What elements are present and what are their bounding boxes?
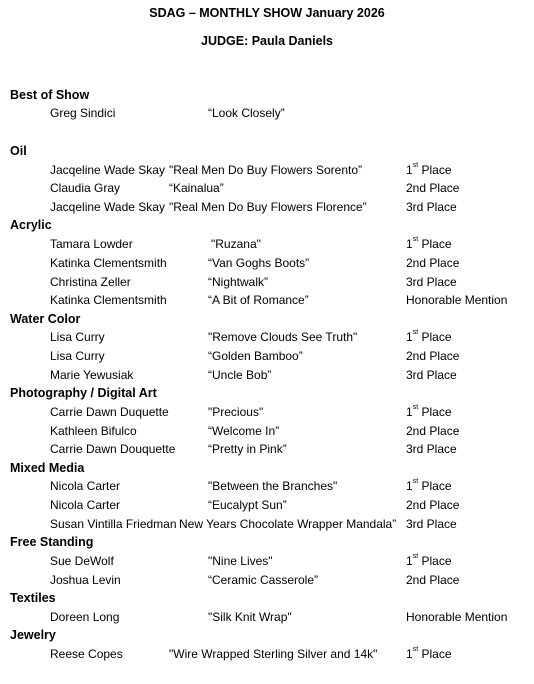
category-heading: Textiles xyxy=(10,591,56,605)
entry-place xyxy=(406,200,457,214)
entry-place xyxy=(406,368,457,382)
category-heading: Best of Show xyxy=(10,88,90,102)
entry-place xyxy=(406,256,459,270)
place-label: 2nd Place xyxy=(406,181,460,195)
entry-place xyxy=(406,517,457,531)
entry-artist: Nicola Carter xyxy=(50,498,121,512)
entry-artist: Marie Yewusiak xyxy=(50,368,134,382)
entry-place xyxy=(406,275,457,289)
place-label: 2nd Place xyxy=(406,349,460,363)
entry-title: “Van Goghs Boots” xyxy=(208,256,310,270)
entry-artist: Jacqeline Wade Skay xyxy=(50,163,165,177)
place-number: 1 xyxy=(406,479,413,493)
entry-artist: Lisa Curry xyxy=(50,349,105,363)
entry-title: "Silk Knit Wrap" xyxy=(208,610,292,624)
place-label: Place xyxy=(418,647,452,661)
entry-place xyxy=(406,554,452,568)
place-number: 1 xyxy=(406,554,413,568)
category-heading: Photography / Digital Art xyxy=(10,386,157,400)
entry-title: "Wire Wrapped Sterling Silver and 14k" xyxy=(169,647,378,661)
category-heading: Acrylic xyxy=(10,218,52,232)
place-label: Place xyxy=(418,237,452,251)
entry-place xyxy=(406,330,452,344)
place-ordinal: st xyxy=(412,553,419,560)
place-ordinal: st xyxy=(412,478,419,485)
entry-artist: Katinka Clementsmith xyxy=(50,293,167,307)
place-label: 2nd Place xyxy=(406,498,460,512)
entry-title: "Real Men Do Buy Flowers Florence” xyxy=(169,200,367,214)
document-title: SDAG – MONTHLY SHOW January 2026 xyxy=(149,6,385,20)
place-label: Place xyxy=(418,163,452,177)
entry-title: "Remove Clouds See Truth" xyxy=(208,330,358,344)
place-label: 3rd Place xyxy=(406,368,457,382)
place-label: 2nd Place xyxy=(406,424,460,438)
entry-title: "Ruzana" xyxy=(211,237,261,251)
entry-title: “Golden Bamboo” xyxy=(208,349,303,363)
place-number: 1 xyxy=(406,163,413,177)
entry-place xyxy=(406,293,507,307)
entry-title: "Real Men Do Buy Flowers Sorento” xyxy=(169,163,363,177)
place-label: 3rd Place xyxy=(406,517,457,531)
judge-name: JUDGE: Paula Daniels xyxy=(201,34,333,48)
entry-title: New Years Chocolate Wrapper Mandala” xyxy=(179,517,397,531)
entry-place xyxy=(406,424,459,438)
entry-artist: Nicola Carter xyxy=(50,479,121,493)
entry-artist: Greg Sindici xyxy=(50,106,116,120)
entry-title: “Uncle Bob” xyxy=(208,368,272,382)
place-label: Place xyxy=(418,330,452,344)
entry-artist: Carrie Dawn Douquette xyxy=(50,442,176,456)
place-label: Place xyxy=(418,554,452,568)
entry-artist: Joshua Levin xyxy=(50,573,121,587)
entry-place xyxy=(406,610,507,624)
category-heading: Mixed Media xyxy=(10,461,85,475)
place-label: Honorable Mention xyxy=(406,610,508,624)
entry-place xyxy=(406,349,459,363)
category-heading: Free Standing xyxy=(10,535,94,549)
place-number: 1 xyxy=(406,237,413,251)
entry-place xyxy=(406,181,459,195)
category-heading: Oil xyxy=(10,144,27,158)
entry-title: “A Bit of Romance” xyxy=(208,293,309,307)
place-number: 1 xyxy=(406,647,413,661)
place-label: 2nd Place xyxy=(406,256,460,270)
entry-artist: Lisa Curry xyxy=(50,330,105,344)
place-ordinal: st xyxy=(412,646,419,653)
category-heading: Jewelry xyxy=(10,628,56,642)
place-ordinal: st xyxy=(412,329,419,336)
place-label: Place xyxy=(418,479,452,493)
entry-artist: Jacqeline Wade Skay xyxy=(50,200,165,214)
category-heading: Water Color xyxy=(10,312,81,326)
entry-title: “Welcome In” xyxy=(208,424,280,438)
entry-title: “Look Closely” xyxy=(208,106,285,120)
entry-place xyxy=(406,405,452,419)
entry-place xyxy=(406,479,452,493)
entry-artist: Reese Copes xyxy=(50,647,123,661)
place-ordinal: st xyxy=(412,404,419,411)
entry-title: “Kainalua” xyxy=(169,181,224,195)
place-number: 1 xyxy=(406,330,413,344)
entry-title: "Nine Lives" xyxy=(208,554,273,568)
entry-artist: Katinka Clementsmith xyxy=(50,256,167,270)
entry-artist: Tamara Lowder xyxy=(50,237,133,251)
entry-place xyxy=(406,237,452,251)
place-label: 3rd Place xyxy=(406,275,457,289)
entry-place xyxy=(406,442,457,456)
place-number: 1 xyxy=(406,405,413,419)
entry-artist: Claudia Gray xyxy=(50,181,121,195)
place-ordinal: st xyxy=(412,236,419,243)
entry-title: "Precious" xyxy=(208,405,264,419)
place-label: 3rd Place xyxy=(406,200,457,214)
place-label: Place xyxy=(418,405,452,419)
entry-title: “Pretty in Pink” xyxy=(208,442,287,456)
entry-artist: Kathleen Bifulco xyxy=(50,424,137,438)
entry-title: “Eucalypt Sun” xyxy=(208,498,287,512)
place-label: Honorable Mention xyxy=(406,293,508,307)
entry-place xyxy=(406,573,459,587)
entry-title: "Between the Branches" xyxy=(208,479,338,493)
entry-place xyxy=(406,647,452,661)
entry-title: “Nightwalk” xyxy=(208,275,269,289)
entry-title: “Ceramic Casserole” xyxy=(208,573,319,587)
entry-place xyxy=(406,498,459,512)
entry-artist: Christina Zeller xyxy=(50,275,131,289)
entry-artist: Susan Vintilla Friedman xyxy=(50,517,177,531)
entry-artist: Sue DeWolf xyxy=(50,554,114,568)
place-label: 2nd Place xyxy=(406,573,460,587)
entry-place xyxy=(406,163,452,177)
place-ordinal: st xyxy=(412,162,419,169)
entry-artist: Doreen Long xyxy=(50,610,120,624)
entry-artist: Carrie Dawn Duquette xyxy=(50,405,169,419)
place-label: 3rd Place xyxy=(406,442,457,456)
